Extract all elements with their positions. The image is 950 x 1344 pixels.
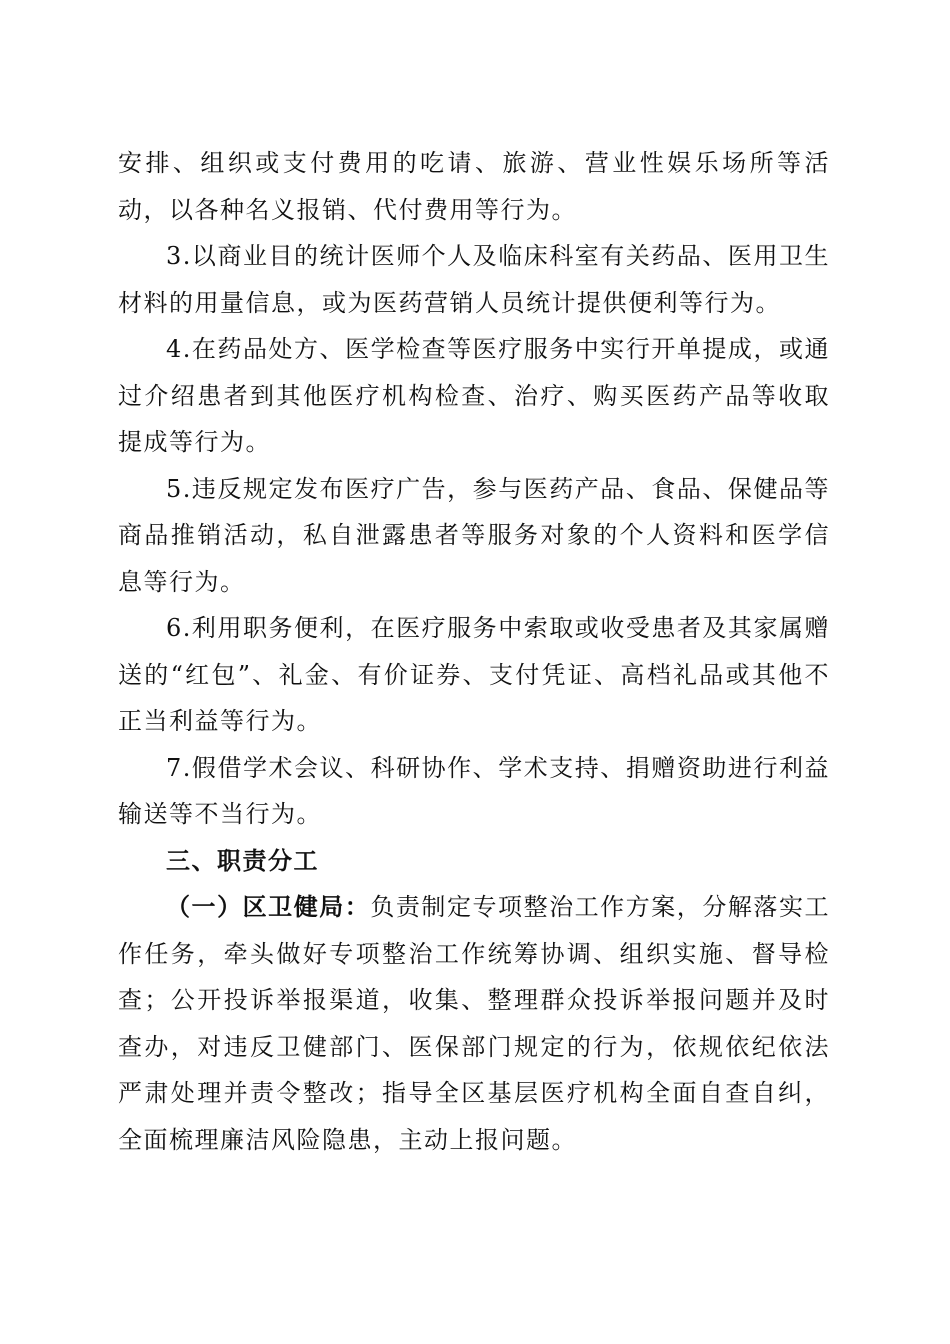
paragraph-continued: 安排、组织或支付费用的吃请、旅游、营业性娱乐场所等活动，以各种名义报销、代付费用等行为。 <box>118 149 830 224</box>
paragraph-item-4: 4.在药品处方、医学检查等医疗服务中实行开单提成，或通过介绍患者到其他医疗机构检查、治疗、购买医药产品等收取提成等行为。 <box>118 335 830 456</box>
paragraph-item-6: 6.利用职务便利，在医疗服务中索取或收受患者及其家属赠送的“红包”、礼金、有价证券、支付凭证、高档礼品或其他不正当利益等行为。 <box>118 614 830 735</box>
paragraph-responsibility <box>118 884 830 1163</box>
paragraph-item-3: 3.以商业目的统计医师个人及临床科室有关药品、医用卫生材料的用量信息，或为医药营销人员统计提供便利等行为。 <box>118 242 830 317</box>
paragraph-item-5: 5.违反规定发布医疗广告，参与医药产品、食品、保健品等商品推销活动，私自泄露患者等服务对象的个人资料和医学信息等行为。 <box>118 474 830 596</box>
paragraph-item-7: 7.假借学术会议、科研协作、学术支持、捐赠资助进行利益输送等不当行为。 <box>118 753 830 828</box>
document-body <box>118 140 830 1163</box>
responsibility-lead: （一）区卫健局： <box>166 892 371 921</box>
section-heading: 三、职责分工 <box>166 846 319 875</box>
responsibility-body: 负责制定专项整治工作方案，分解落实工作任务，牵头做好专项整治工作统筹协调、组织实施、督导检查；公开投诉举报渠道，收集、整理群众投诉举报问题并及时查办，对违反卫健部门、医保部门规定的行为，依规依纪依法严肃处理并责令整改；指导全区基层医疗机构全面自查自纠，全面梳理廉洁风险隐患，主动上报问题。 <box>118 893 831 1154</box>
